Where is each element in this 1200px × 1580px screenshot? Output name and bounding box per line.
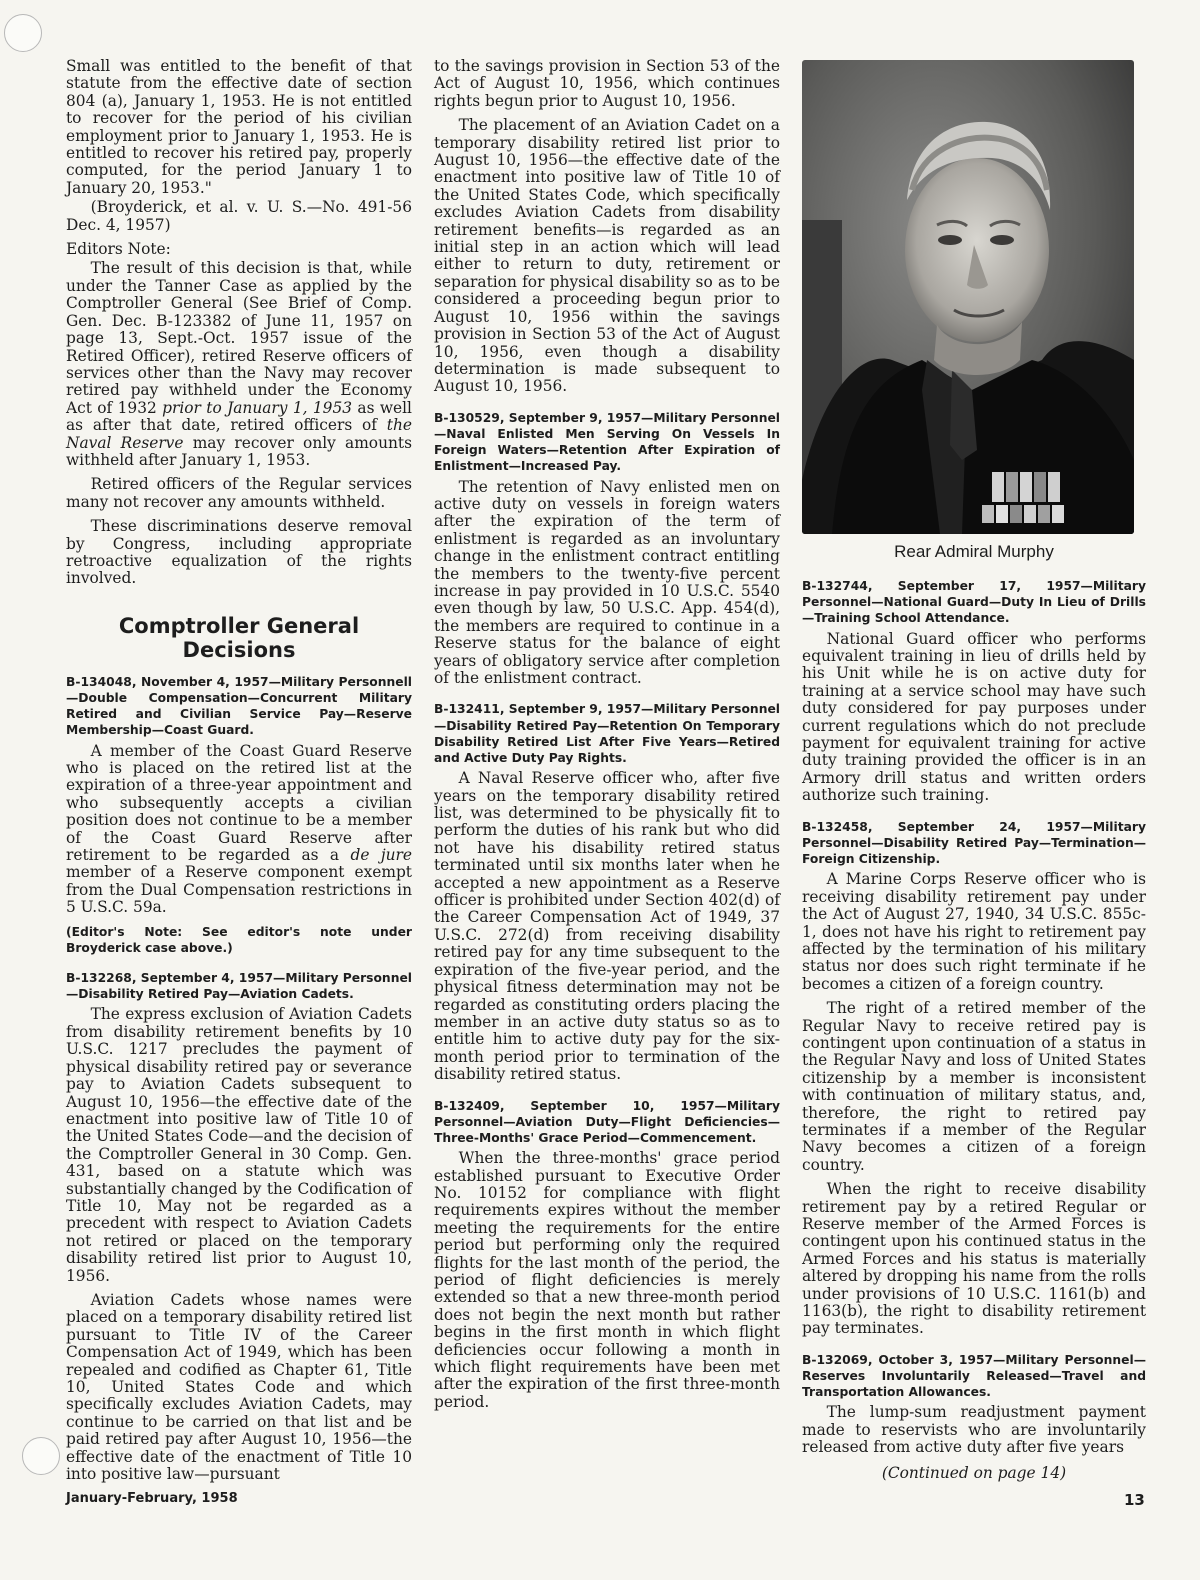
decision-heading: B-132458, September 24, 1957—Military Personnel—Disability Retired Pay—Termination—Foreign Citizenship.	[802, 819, 1146, 867]
paragraph: Small was entitled to the benefit of that statute from the effective date of section 804 (a), January 1, 1953. He is not entitled to recover for the period of his civilian employment prior to January 1, 1953. He is entitled to recover his retired pay, properly computed, for the period January 1 to January 20, 1953."	[66, 57, 412, 197]
paragraph: Retired officers of the Regular services many not recover any amounts withheld.	[66, 475, 412, 511]
decision-heading: B-132411, September 9, 1957—Military Personnel—Disability Retired Pay—Retention On Temporary Disability Retired List After Five Years—Retired and Active Duty Pay Rights.	[434, 702, 780, 766]
editor-note: (Editor's Note: See editor's note under Broyderick case above.)	[66, 924, 412, 955]
punch-hole-top	[4, 14, 42, 52]
paragraph: to the savings provision in Section 53 of the Act of August 10, 1956, which continues rights begun prior to August 10, 1956.	[434, 57, 780, 110]
editors-note-label: Editors Note:	[66, 240, 171, 259]
decision-heading: B-132069, October 3, 1957—Military Personnel—Reserves Involuntarily Released—Travel and Transportation Allowances.	[802, 1352, 1146, 1400]
paragraph: A Naval Reserve officer who, after five years on the temporary disability retired list, was determined to be physically fit to perform the duties of his rank but who did not have his disability retired status terminated until six months later when he accepted a new appointment as a Reserve officer is prohibited under Section 402(d) of the Career Compensation Act of 1949, 37 U.S.C. 272(d) from receiving disability retired pay for any time subsequent to the expiration of the five-year period, and the physical fitness determination may not be regarded as constituting orders placing the member in an active duty status so as to entitle him to active duty pay for the six-month period prior to termination of the disability retired status.	[434, 769, 780, 1084]
paragraph: These discriminations deserve removal by Congress, including appropriate retroactive equalization of the rights involved.	[66, 517, 412, 588]
punch-hole-bottom	[22, 1437, 60, 1475]
continued-note: (Continued on page 14)	[881, 1463, 1067, 1482]
paragraph: A member of the Coast Guard Reserve who is placed on the retired list at the expiration of a three-year appointment and who subsequently accepts a civilian position does not continue to be a member of the Coast Guard Reserve after retirement to be regarded as a de jure member of a Reserve component exempt from the Dual Compensation restrictions in 5 U.S.C. 59a.	[66, 741, 412, 917]
decision-heading: B-130529, September 9, 1957—Military Personnel—Naval Enlisted Men Serving On Vessels In Foreign Waters—Retention After Expiration of Enlistment—Increased Pay.	[434, 410, 780, 474]
decision-heading: B-132744, September 17, 1957—Military Personnel—National Guard—Duty In Lieu of Drills—Training School Attendance.	[802, 579, 1146, 626]
decision-heading: B-134048, November 4, 1957—Military Personnell—Double Compensation—Concurrent Military Retired and Civilian Service Pay—Reserve Membership—Coast Guard.	[66, 674, 412, 738]
paragraph: The placement of an Aviation Cadet on a temporary disability retired list prior to August 10, 1956—the effective date of the enactment into positive law of Title 10 of the United States Code, which specifically excludes Aviation Cadets from disability retirement benefits—is regarded as an initial step in an action which will lead either to return to duty, retirement or separation for physical disability so as to be considered a proceeding begun prior to August 10, 1956 within the savings provision in Section 53 of the Act of August 10, 1956, even though a disability determination is made subsequent to August 10, 1956.	[434, 116, 780, 396]
column-3	[802, 60, 1146, 1482]
paragraph: The right of a retired member of the Regular Navy to receive retired pay is contingent upon continuation of a status in the Regular Navy and loss of United States citizenship by a member is inconsistent with continuation of military status, and, therefore, the right to retired pay terminates if a member of the Regular Navy becomes a citizen of a foreign country.	[802, 999, 1146, 1174]
decision-heading: B-132268, September 4, 1957—Military Personnel—Disability Retired Pay—Aviation Cadets.	[66, 971, 412, 1002]
paragraph: When the right to receive disability retirement pay by a retired Regular or Reserve member of the Armed Forces is contingent upon his continued status in the Armed Forces and his status is materially altered by dropping his name from the rolls under provisions of 10 U.S.C. 1161(b) and 1163(b), the right to disability retirement pay terminates.	[802, 1180, 1146, 1338]
paragraph: When the three-months' grace period established pursuant to Executive Order No. 10152 for compliance with flight requirements expires without the member meeting the requirements for the entire period but performing only the required flights for the last month of the period, the period of flight deficiencies is merely extended so that a new three-month period does not begin the next month but rather begins in the first month in which flight deficiencies occur following a month in which flight requirements have been met after the expiration of the first three-month period.	[434, 1149, 780, 1411]
paragraph: The lump-sum readjustment payment made to reservists who are involuntarily released from active duty after five years	[802, 1403, 1146, 1457]
photo-caption: Rear Admiral Murphy	[894, 542, 1054, 561]
paragraph: Aviation Cadets whose names were placed on a temporary disability retired list pursuant to Title IV of the Career Compensation Act of 1949, which has been repealed and codified as Chapter 61, Title 10, United States Code and which specifically excludes Aviation Cadets, may continue to be carried on that list and be paid retired pay after August 10, 1956—the effective date of the enactment of Title 10 into positive law—pursuant	[66, 1290, 412, 1484]
paragraph: A Marine Corps Reserve officer who is receiving disability retirement pay under the Act of August 27, 1940, 34 U.S.C. 855c-1, does not have his right to retirement pay affected by the termination of his military status nor does such right terminate if he becomes a citizen of a foreign country.	[802, 870, 1146, 993]
case-citation: (Broyderick, et al. v. U. S.—No. 491-56 Dec. 4, 1957)	[66, 198, 412, 234]
paragraph: National Guard officer who performs equivalent training in lieu of drills held by his Unit while he is on active duty for training at a service school may have such duty considered for pay purposes under current regulations which do not preclude payment for equivalent training for active duty training provided the officer is in an Armory drill status and written orders authorize such training.	[802, 629, 1146, 805]
paragraph: The result of this decision is that, while under the Tanner Case as applied by the Comptroller General (See Brief of Comp. Gen. Dec. B-123382 of June 11, 1957 on page 13, Sept.-Oct. 1957 issue of the Retired Officer), retired Reserve officers of services other than the Navy may recover retired pay withheld under the Economy Act of 1932 prior to January 1, 1953 as well as after that date, retired officers of the Naval Reserve may recover only amounts withheld after January 1, 1953.	[66, 259, 412, 469]
issue-date: January-February, 1958	[66, 1491, 238, 1506]
paragraph: The express exclusion of Aviation Cadets from disability retirement benefits by 10 U.S.C. 1217 precludes the payment of physical disability retired pay or severance pay to Aviation Cadets subsequent to August 10, 1956—the effective date of the enactment into positive law of Title 10 of the United States Code—and the decision of the Comptroller General in 30 Comp. Gen. 431, based on a statute which was substantially changed by the Codification of Title 10, May not be regarded as a precedent with respect to Aviation Cadets not retired or placed on the temporary disability retired list prior to August 10, 1956.	[66, 1005, 412, 1285]
column-2	[434, 58, 780, 1418]
portrait-photo	[802, 60, 1134, 534]
paragraph: The retention of Navy enlisted men on active duty on vessels in foreign waters after the expiration of the term of enlistment is regarded as an involuntary change in the enlistment contract entitling the members to the twenty-five percent increase in pay provided in 10 U.S.C. 5540 even though by law, 50 U.S.C. App. 454(d), the members are required to continue in a Reserve status for the balance of eight years of obligatory service after completion of the enlistment contract.	[434, 477, 780, 687]
section-title: Comptroller General Decisions	[118, 613, 360, 662]
decision-heading: B-132409, September 10, 1957—Military Personnel—Aviation Duty—Flight Deficiencies—Three-Months' Grace Period—Commencement.	[434, 1098, 780, 1145]
column-1	[66, 58, 412, 1490]
page-number: 13	[1124, 1491, 1145, 1509]
